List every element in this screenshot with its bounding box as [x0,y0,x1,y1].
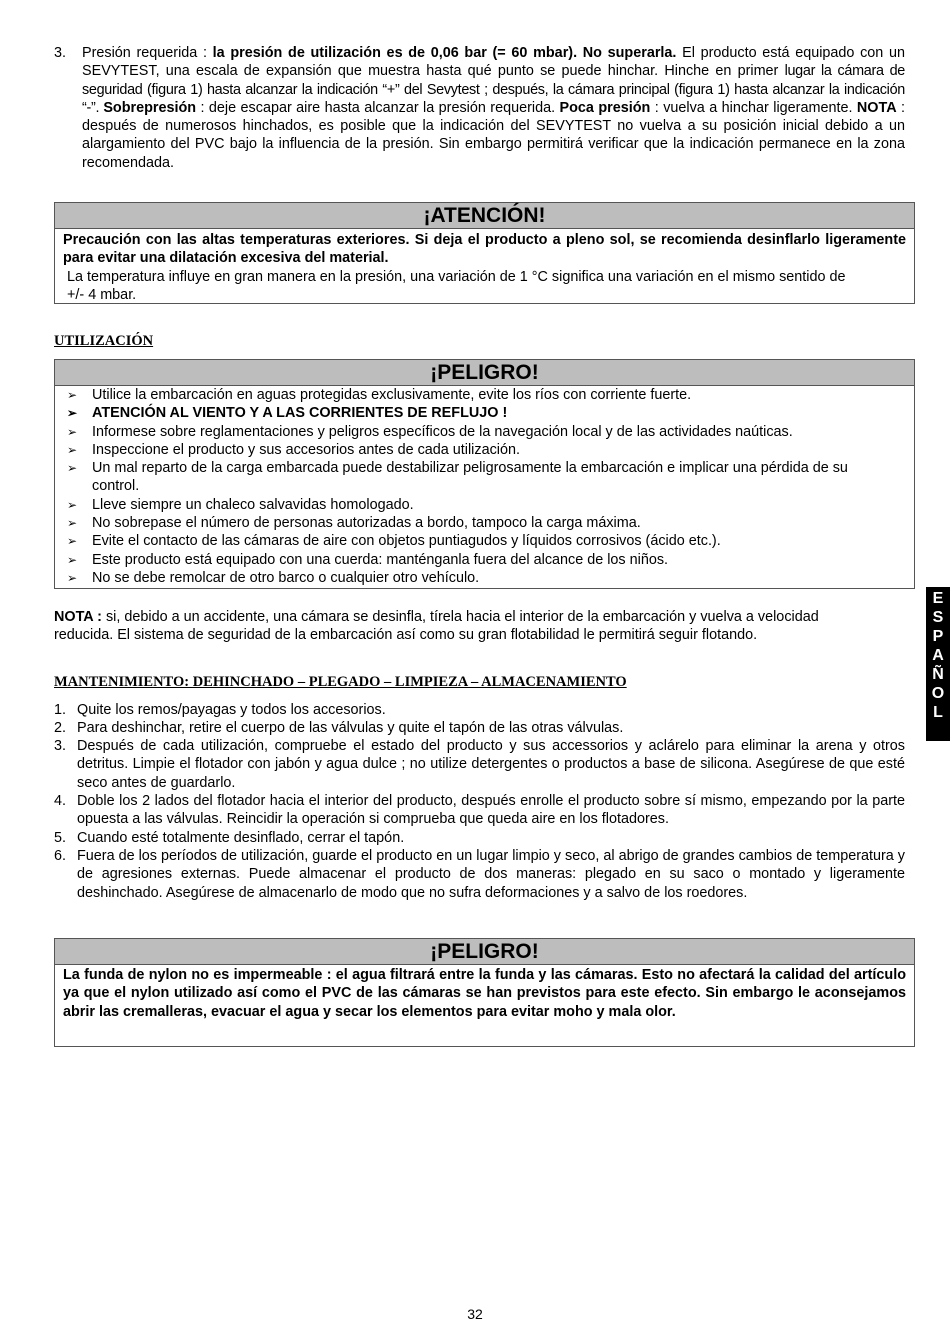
pressure-text: Presión requerida : la presión de utilización es de 0,06 bar (= 60 mbar). No superarla. El producto está equipado con un SEVYTEST, una escala de expansión que muestra hasta qué punto se puede hinchar. Hinche en primer lugar la cámara de seguridad (figura 1) hasta alcanzar la indicación “+” del Sevytest ; después, la cámara principal (figura 1) hasta alcanzar la indicación “-”. Sobrepresión : deje escapar aire hasta alcanzar la presión requerida. Poca presión : vuelva a hinchar ligeramente. NOTA : después de numerosos hinchados, es posible que la indicación del SEVYTEST no vuelva a su posición inicial debido a un alargamiento del PVC bajo la influencia de la presión. Sin embargo permitirá verificar que la indicación permanece en la zona recomendada. [82,45,906,171]
danger-item: ➢ Lleve siempre un chaleco salvavidas homologado. [67,496,414,513]
danger-item: ➢ Este producto está equipado con una cuerda: manténganla fuera del alcance de los niños. [67,551,669,568]
maintenance-item: 4. Doble los 2 lados del flotador hacia el interior del producto, después enrolle el producto sobre sí mismo, empezando por la parte opuesta a las válvulas. Reincidir la operación si comprueba que queda aire en los flotadores. [54,793,905,828]
note-label: NOTA : [54,609,102,625]
maintenance-item: 5. Cuando esté totalmente desinflado, cerrar el tapón. [54,830,405,846]
utilization-title: UTILIZACIÓN [54,333,154,349]
item-number: 3. [54,45,67,61]
bullet-arrow-icon: ➢ [67,461,78,476]
bullet-arrow-icon: ➢ [67,534,78,549]
attention-title: ¡ATENCIÓN! [55,203,914,229]
nylon-warning-text: La funda de nylon no es impermeable : el agua filtrará entre la funda y las cámaras. Esto no afectará la calidad del artículo ya que el nylon utilizado así como el PVC de las cámaras se han previstos para este efecto. Sin embargo le aconsejamos abrir las cremalleras, evacuar el agua y secar los elementos para evitar moho y mala olor. [63,967,906,1020]
attention-temperature: La temperatura influye en gran manera en la presión, una variación de 1 °C significa una variación en el mismo sentido de [67,268,846,285]
bullet-arrow-icon: ➢ [67,442,78,457]
danger-item: ➢ Informese sobre reglamentaciones y peligros específicos de la navegación local y de las actividades naúticas. [67,423,793,440]
bullet-arrow-icon: ➢ [67,424,78,439]
bullet-arrow-icon: ➢ [67,388,78,402]
maintenance-item: 2. Para deshinchar, retire el cuerpo de las válvulas y quite el tapón de las otras válvulas. [54,720,624,736]
maintenance-item: 3. Después de cada utilización, compruebe el estado del producto y sus accessorios y aclárelo para eliminar la arena y otros detritus. Limpie el flotador con jabón y agua dulce ; no utilize detergentes o productos a base de silicona. Asegúrese de que esté seco antes de guardarlo. [54,738,905,791]
danger-list [55,386,914,587]
bullet-arrow-icon: ➢ [67,516,78,531]
bullet-arrow-icon: ➢ [67,570,78,585]
danger-item: ➢ ATENCIÓN AL VIENTO Y A LAS CORRIENTES DE REFLUJO ! [67,405,508,422]
attention-pressure-delta: +/- 4 mbar. [67,286,137,303]
danger-item: ➢ No se debe remolcar de otro barco o cualquier otro vehículo. [67,569,480,586]
maintenance-item: 6. Fuera de los períodos de utilización, guarde el producto en un lugar limpio y seco, al abrigo de grandes cambios de temperatura y de agresiones externas. Puede almacenar el producto de dos maneras: plegado en su saco o montado y ligeramente deshinchado. Asegúrese de almacenarlo de modo que no sufra deformaciones y a salvo de los roedores. [54,848,905,901]
page-number: 32 [467,1306,483,1322]
bullet-arrow-icon: ➢ [67,406,78,421]
pressure-item [54,44,905,172]
language-tab: E S P A Ñ O L [926,587,950,741]
bullet-arrow-icon: ➢ [67,552,78,567]
attention-box [54,202,915,304]
danger-box-nylon [54,938,915,1047]
danger-item: ➢ Utilice la embarcación en aguas protegidas exclusivamente, evite los ríos con corriente fuerte. [67,387,692,403]
maintenance-item: 1. Quite los remos/payagas y todos los accesorios. [54,702,386,718]
danger-box-usage [54,359,915,589]
bullet-arrow-icon: ➢ [67,497,78,512]
danger-item: ➢ Un mal reparto de la carga embarcada puede destabilizar peligrosamente la embarcación e implicar una pérdida de su control. [67,460,848,495]
danger-title: ¡PELIGRO! [55,939,914,965]
danger-item: ➢ Evite el contacto de las cámaras de aire con objetos puntiagudos y líquidos corrosivos (ácido etc.). [67,533,721,550]
danger-item: ➢ No sobrepase el número de personas autorizadas a bordo, tampoco la carga máxima. [67,515,641,532]
attention-warning: Precaución con las altas temperaturas exteriores. Si deja el producto a pleno sol, se recomienda desinflarlo ligeramente para evitar una dilatación excesiva del material. [63,232,906,267]
maintenance-title: MANTENIMIENTO: DEHINCHADO – PLEGADO – LIMPIEZA – ALMACENAMIENTO [54,674,627,690]
danger-item: ➢ Inspeccione el producto y sus accesorios antes de cada utilización. [67,441,520,458]
danger-title: ¡PELIGRO! [55,360,914,386]
note-text: si, debido a un accidente, una cámara se desinfla, tírela hacia el interior de la embarcación y vuelva a velocidad reducida. El sistema de seguridad de la embarcación así como su gran flotabilidad le permitirá seguir flotando. [54,609,819,644]
note-paragraph [54,608,859,645]
